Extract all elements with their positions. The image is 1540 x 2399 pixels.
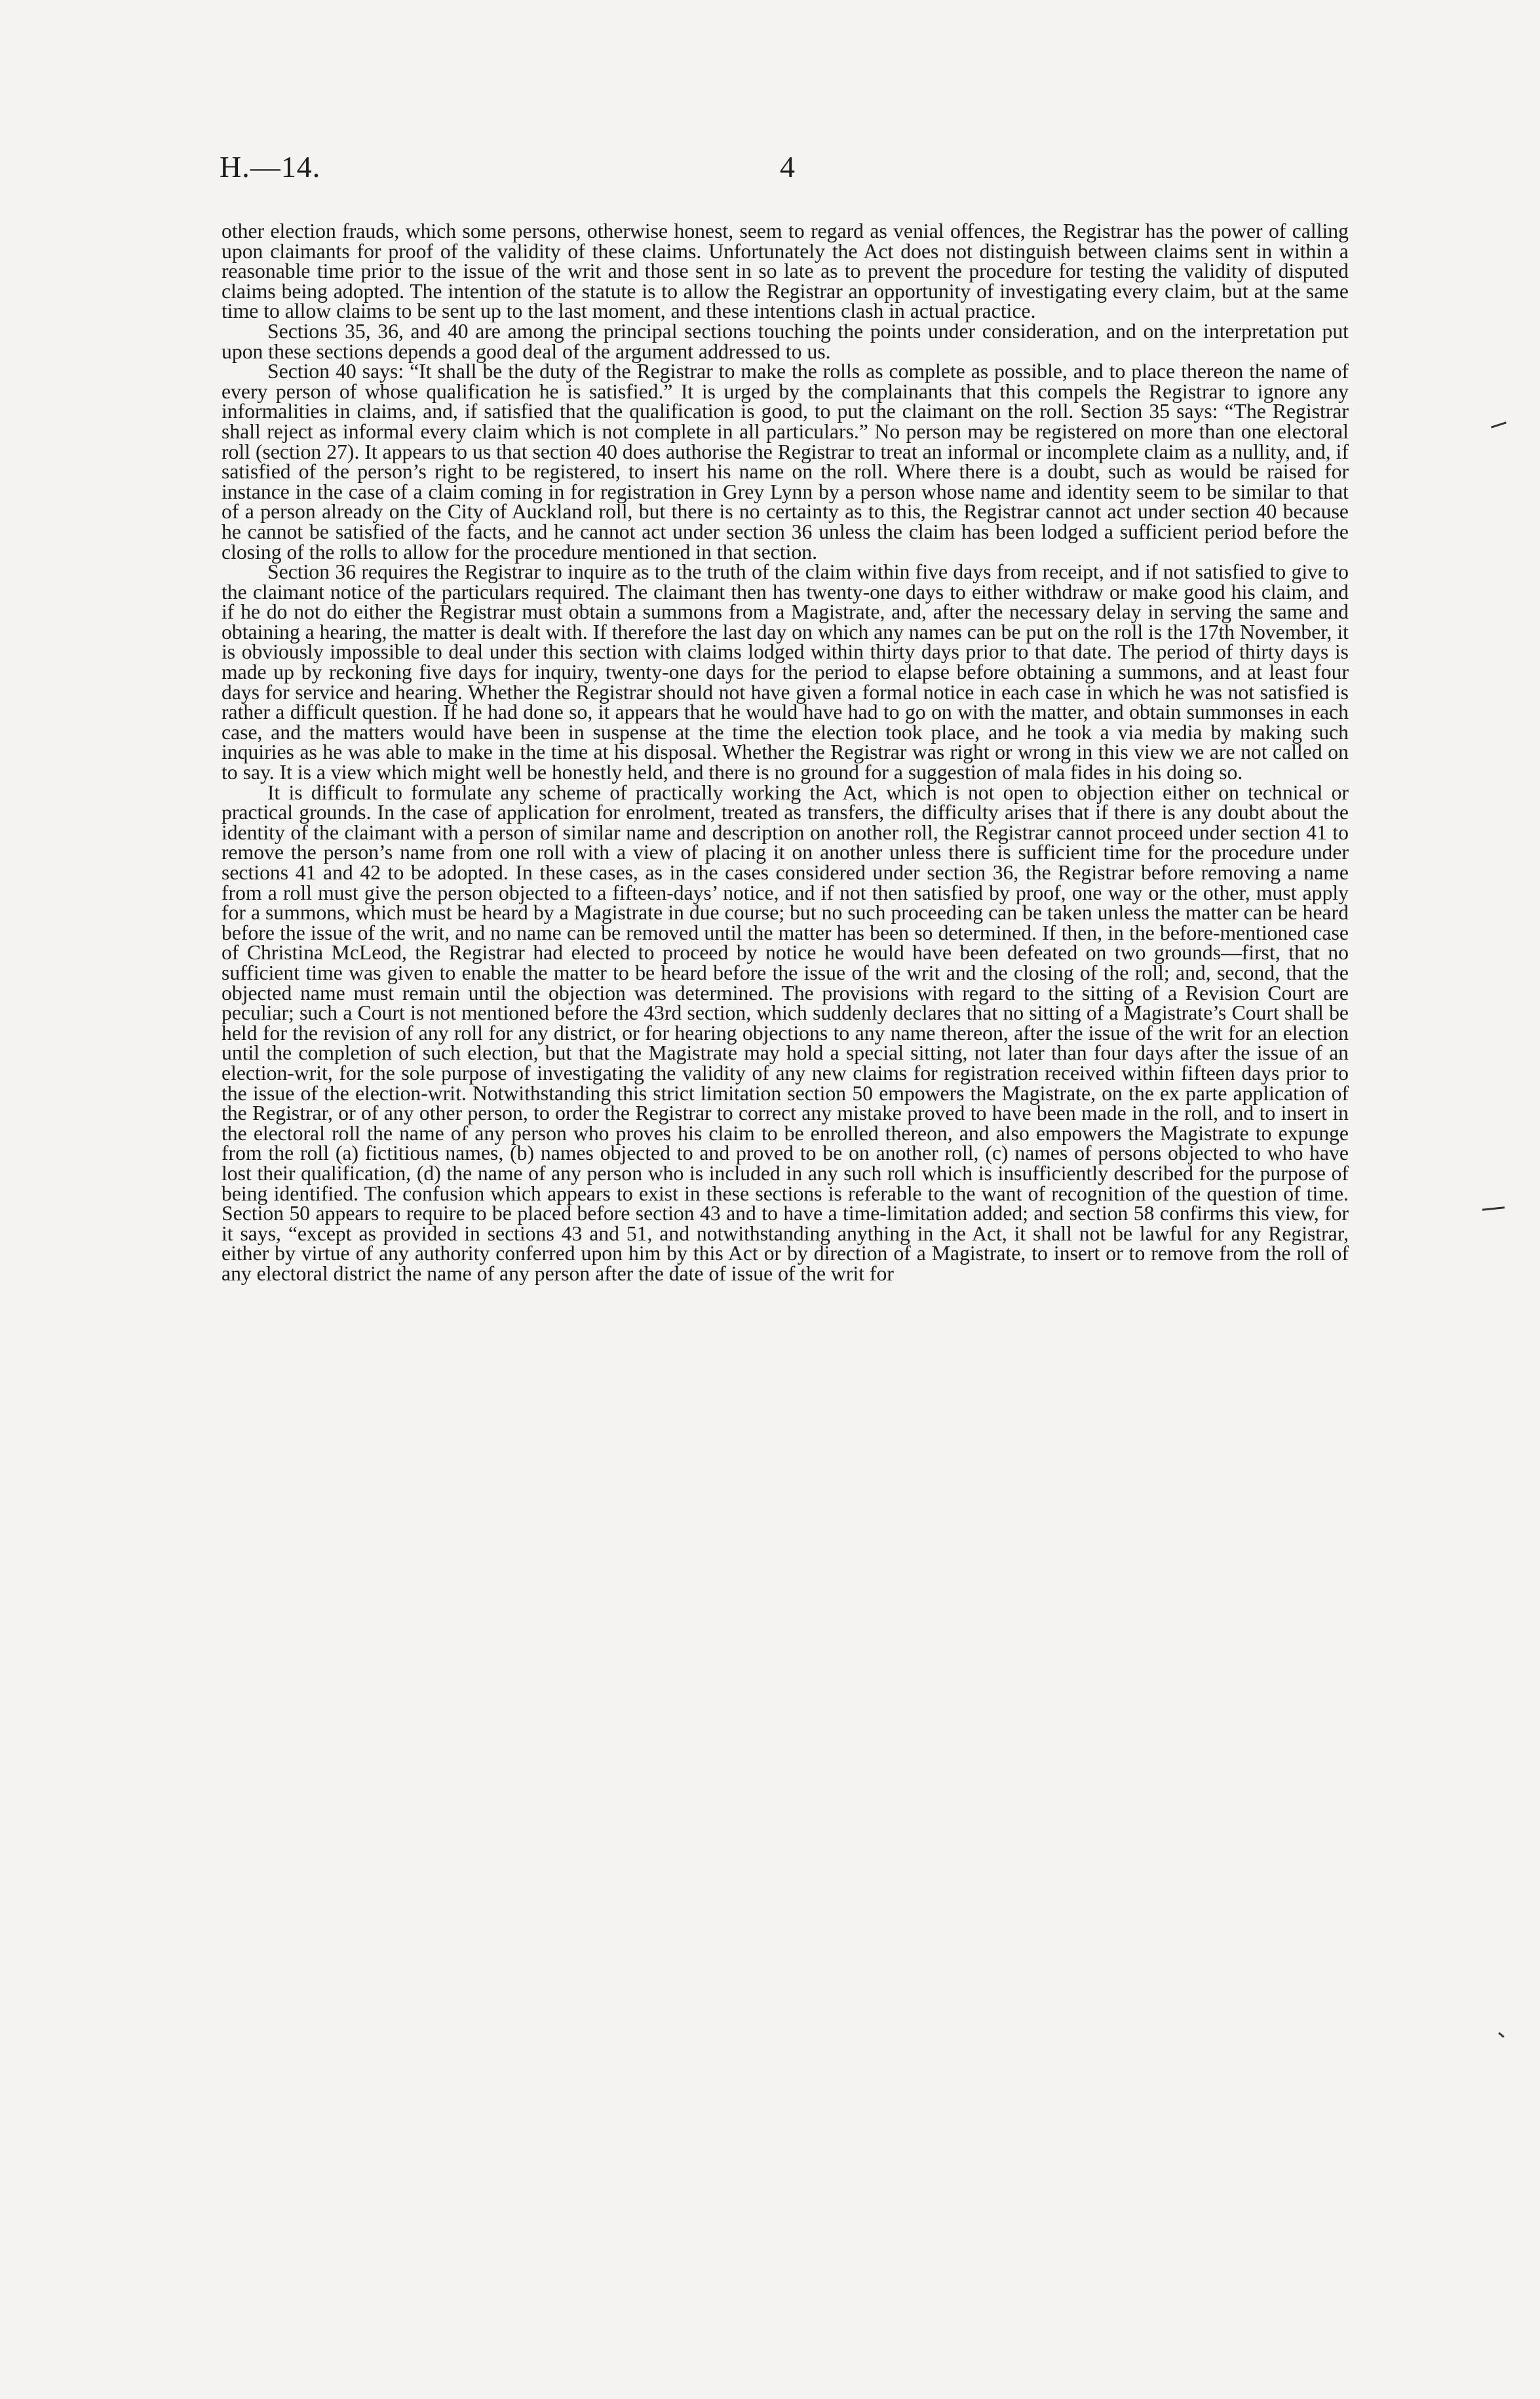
paragraph-section-36: Section 36 requires the Registrar to inquire as to the truth of the claim within five days from receipt, and if not satisfied to give to the claimant notice of the particulars required. The claimant then has twenty-one days to either withdraw or make good his claim, and if he do not do either the Registrar must obtain a summons from a Magistrate, and, after the necessary delay in serving the same and obtaining a hearing, the matter is dealt with. If therefore the last day on which any names can be put on the roll is the 17th November, it is obviously impossible to deal under this section with claims lodged within thirty days prior to that date. The period of thirty days is made up by reckoning five days for inquiry, twenty-one days for the period to elapse before obtaining a summons, and at least four days for service and hearing. Whether the Registrar should not have given a formal notice in each case in which he was not satisfied is rather a difficult question. If he had done so, it appears that he would have had to go on with the matter, and obtain summonses in each case, and the matters would have been in suspense at the time the election took place, and he took a via media by making such inquiries as he was able to make in the time at his disposal. Whether the Registrar was right or wrong in this view we are not called on to say. It is a view which might well be honestly held, and there is no ground for a suggestion of mala fides in his doing so. [221,560,1349,784]
paragraph-scheme-difficulty: It is difficult to formulate any scheme of practically working the Act, which is not open to objection either on technical or practical grounds. In the case of application for enrolment, treated as transfers, the difficulty arises that if there is any doubt about the identity of the claimant with a person of similar name and description on another roll, the Registrar cannot proceed under section 41 to remove the person’s name from one roll with a view of placing it on another unless there is sufficient time for the procedure under sections 41 and 42 to be adopted. In these cases, as in the cases considered under section 36, the Registrar before removing a name from a roll must give the person objected to a fifteen-days’ notice, and if not then satisfied by proof, one way or the other, must apply for a summons, which must be heard by a Magistrate in due course; but no such proceeding can be taken unless the matter can be heard before the issue of the writ, and no name can be removed until the matter has been so determined. If then, in the before-mentioned case of Christina McLeod, the Registrar had elected to proceed by notice he would have been defeated on two grounds—first, that no sufficient time was given to enable the matter to be heard before the issue of the writ and the closing of the roll; and, second, that the objected name must remain until the objection was determined. The provisions with regard to the sitting of a Revision Court are peculiar; such a Court is not mentioned before the 43rd section, which suddenly declares that no sitting of a Magistrate’s Court shall be held for the revision of any roll for any district, or for hearing objections to any name thereon, after the issue of the writ for an election until the completion of such election, but that the Magistrate may hold a special sitting, not later than four days after the issue of an election-writ, for the sole purpose of investigating the validity of any new claims for registration received within fifteen days prior to the issue of the election-writ. Notwithstanding this strict limitation section 50 empowers the Magistrate, on the ex parte application of the Registrar, or of any other person, to order the Registrar to correct any mistake proved to have been made in the roll, and to insert in the electoral roll the name of any person who proves his claim to be enrolled thereon, and also empowers the Magistrate to expunge from the roll (a) fictitious names, (b) names objected to and proved to be on another roll, (c) names of persons objected to who have lost their qualification, (d) the name of any person who is included in any such roll which is insufficiently described for the purpose of being identified. The confusion which appears to exist in these sections is referable to the want of recognition of the question of time. Section 50 appears to require to be placed before section 43 and to have a time-limitation added; and section 58 confirms this view, for it says, “except as provided in sections 43 and 51, and notwithstanding anything in the Act, it shall not be lawful for any Registrar, either by virtue of any authority conferred upon him by this Act or by direction of a Magistrate, to insert or to remove from the roll of any electoral district the name of any person after the date of issue of the writ for [221,780,1349,1285]
document-reference: H.—14. [220,150,321,183]
scan-mark [1498,2032,1505,2038]
scan-mark [1491,421,1507,428]
paragraph-section-40: Section 40 says: “It shall be the duty of the Registrar to make the rolls as complete as possible, and to place thereon the name of every person of whose qualification he is satisfied.” It is urged by the complainants that this compels the Registrar to ignore any informalities in claims, and, if satisfied that the qualification is good, to put the claimant on the roll. Section 35 says: “The Registrar shall reject as informal every claim which is not complete in all particulars.” No person may be registered on more than one electoral roll (section 27). It appears to us that section 40 does authorise the Registrar to treat an informal or incomplete claim as a nullity, and, if satisfied of the person’s right to be registered, to insert his name on the roll. Where there is a doubt, such as would be raised for instance in the case of a claim coming in for registration in Grey Lynn by a person whose name and identity seem to be similar to that of a person already on the City of Auckland roll, but there is no certainty as to this, the Registrar cannot act under section 40 because he cannot be satisfied of the facts, and he cannot act under section 36 unless the claim has been lodged a sufficient period before the closing of the rolls to allow for the procedure mentioned in that section. [221,360,1349,564]
paragraph-continuation: other election frauds, which some persons, otherwise honest, seem to regard as venial offences, the Registrar has the power of calling upon claimants for proof of the validity of these claims. Unfortunately the Act does not distinguish between claims sent in within a reasonable time prior to the issue of the writ and those sent in so late as to prevent the procedure for testing the validity of disputed claims being adopted. The intention of the statute is to allow the Registrar an opportunity of investigating every claim, but at the same time to allow claims to be sent up to the last moment, and these intentions clash in actual practice. [221,220,1349,323]
page-number: 4 [780,150,795,183]
scan-mark [1482,1206,1505,1211]
page-header [220,149,1347,195]
paragraph-sections-overview: Sections 35, 36, and 40 are among the principal sections touching the points under consideration, and on the interpretation put upon these sections depends a good deal of the argument addressed to us. [221,319,1349,363]
body-text [221,221,1349,1284]
